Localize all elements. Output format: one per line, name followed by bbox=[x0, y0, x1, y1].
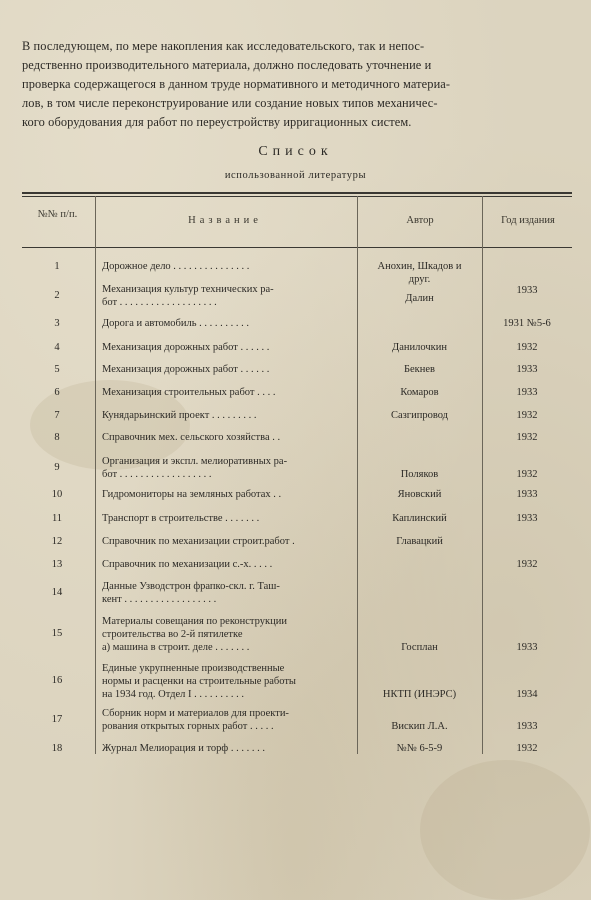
row-number: 16 bbox=[51, 675, 63, 686]
row-number: 10 bbox=[51, 489, 63, 500]
row-title-line: Кунядарьинский проект . . . . . . . . . bbox=[102, 410, 257, 421]
row-title bbox=[102, 662, 357, 701]
row-number: 7 bbox=[54, 410, 60, 421]
row-author bbox=[357, 363, 482, 376]
row-author-line: Анохин, Шкадов и bbox=[377, 261, 462, 272]
row-author bbox=[357, 688, 482, 701]
row-title-line: Механизация дорожных работ . . . . . . bbox=[102, 364, 270, 375]
row-number: 6 bbox=[54, 387, 60, 398]
row-title-line: Дорога и автомобиль . . . . . . . . . . bbox=[102, 318, 249, 329]
row-author bbox=[357, 641, 482, 654]
row-title-line: Данные Узводстрон фрапко-скл. г. Таш- bbox=[102, 581, 280, 592]
row-title bbox=[102, 580, 357, 606]
table-header-rule bbox=[22, 247, 572, 248]
row-title-line: Механизация дорожных работ . . . . . . bbox=[102, 342, 270, 353]
row-number: 5 bbox=[54, 364, 60, 375]
row-title bbox=[102, 260, 357, 273]
intro-paragraph bbox=[22, 37, 570, 132]
row-number: 11 bbox=[51, 513, 63, 524]
intro-line: лов, в том числе переконструирование или создание новых типов механичес- bbox=[22, 96, 438, 110]
row-title-line: Справочник мех. сельского хозяйства . . bbox=[102, 432, 281, 443]
table-top-rule bbox=[22, 192, 572, 194]
row-author-line: Далин bbox=[405, 293, 434, 304]
row-author bbox=[357, 260, 482, 286]
row-title-line: Гидромониторы на земляных работах . . bbox=[102, 489, 282, 500]
row-author-line: Главацкий bbox=[396, 536, 443, 547]
row-title-line: Материалы совещания по реконструкции bbox=[102, 616, 287, 627]
row-title-line: строительства во 2-й пятилетке bbox=[102, 629, 243, 640]
row-author bbox=[357, 292, 482, 305]
row-title bbox=[102, 317, 357, 330]
row-title-line: кент . . . . . . . . . . . . . . . . . . bbox=[102, 594, 217, 605]
row-author-line: Каплинский bbox=[392, 513, 447, 524]
row-author-line: Поляков bbox=[400, 469, 439, 480]
intro-line: редственно производительного материала, должно последовать уточнение и bbox=[22, 58, 432, 72]
row-year: 1931 №5-6 bbox=[503, 318, 551, 329]
row-title bbox=[102, 558, 357, 571]
row-title-line: Единые укрупненные производственные bbox=[102, 663, 285, 674]
row-title bbox=[102, 512, 357, 525]
row-year: 1932 bbox=[516, 410, 538, 421]
row-title bbox=[102, 535, 357, 548]
row-author bbox=[357, 720, 482, 733]
row-year: 1933 bbox=[516, 513, 538, 524]
row-number: 12 bbox=[51, 536, 63, 547]
row-author bbox=[357, 742, 482, 755]
row-title bbox=[102, 455, 357, 481]
row-year: 1932 bbox=[516, 559, 538, 570]
column-divider bbox=[95, 196, 96, 754]
row-title bbox=[102, 431, 357, 444]
list-title: Список bbox=[258, 144, 333, 159]
row-title-line: Журнал Мелиорация и торф . . . . . . . bbox=[102, 743, 265, 754]
row-title bbox=[102, 615, 357, 654]
row-title bbox=[102, 742, 357, 755]
row-title-line: Справочник по механизации с.-х. . . . . bbox=[102, 559, 273, 570]
row-author bbox=[357, 386, 482, 399]
list-subtitle: использованной литературы bbox=[224, 170, 367, 181]
row-year: 1932 bbox=[516, 469, 538, 480]
row-author-line: НКТП (ИНЭРС) bbox=[382, 689, 457, 700]
row-year: 1933 bbox=[516, 364, 538, 375]
row-author bbox=[357, 512, 482, 525]
row-title bbox=[102, 363, 357, 376]
row-title-line: а) машина в строит. деле . . . . . . . bbox=[102, 642, 250, 653]
row-title-line: бот . . . . . . . . . . . . . . . . . . bbox=[102, 469, 212, 480]
row-title-line: Механизация культур технических ра- bbox=[102, 284, 274, 295]
row-number: 1 bbox=[54, 261, 60, 272]
row-number: 3 bbox=[54, 318, 60, 329]
row-title-line: Механизация строительных работ . . . . bbox=[102, 387, 276, 398]
row-title-line: нормы и расценки на строительные работы bbox=[102, 676, 296, 687]
row-author-line: Яновский bbox=[397, 489, 442, 500]
row-number: 8 bbox=[54, 432, 60, 443]
row-number: 18 bbox=[51, 743, 63, 754]
row-title bbox=[102, 409, 357, 422]
header-year: Год издания bbox=[501, 215, 555, 226]
row-author-line: Госплан bbox=[401, 642, 438, 653]
row-author bbox=[357, 468, 482, 481]
intro-line: В последующем, по мере накопления как исследовательского, так и непос- bbox=[22, 39, 425, 53]
intro-line: кого оборудования для работ по переустройству ирригационных систем. bbox=[22, 115, 412, 129]
header-num: №№ п/п. bbox=[37, 209, 78, 220]
row-title-line: рования открытых горных работ . . . . . bbox=[102, 721, 274, 732]
row-title-line: Транспорт в строительстве . . . . . . . bbox=[102, 513, 260, 524]
paper-stain bbox=[420, 760, 590, 900]
row-title bbox=[102, 341, 357, 354]
table-top-rule-thin bbox=[22, 196, 572, 197]
row-author-line: Сазгипровод bbox=[390, 410, 449, 421]
row-number: 4 bbox=[54, 342, 60, 353]
row-title-line: на 1934 год. Отдел I . . . . . . . . . . bbox=[102, 689, 245, 700]
row-title bbox=[102, 488, 357, 501]
row-title-line: Справочник по механизации строит.работ . bbox=[102, 536, 295, 547]
row-title-line: бот . . . . . . . . . . . . . . . . . . . bbox=[102, 297, 217, 308]
row-author bbox=[357, 341, 482, 354]
row-title-line: Дорожное дело . . . . . . . . . . . . . . . bbox=[102, 261, 250, 272]
row-author-line: Комаров bbox=[400, 387, 439, 398]
row-year: 1932 bbox=[516, 743, 538, 754]
row-year: 1933 bbox=[516, 285, 538, 296]
row-number: 9 bbox=[54, 462, 60, 473]
row-year: 1932 bbox=[516, 342, 538, 353]
row-title bbox=[102, 386, 357, 399]
row-author-line: №№ 6-5-9 bbox=[396, 743, 443, 754]
row-year: 1933 bbox=[516, 387, 538, 398]
header-name: Название bbox=[188, 215, 262, 226]
row-year: 1932 bbox=[516, 432, 538, 443]
row-title-line: Организация и экспл. мелиоративных ра- bbox=[102, 456, 288, 467]
row-number: 2 bbox=[54, 290, 60, 301]
row-year: 1934 bbox=[516, 689, 538, 700]
row-author-line: Данилочкин bbox=[392, 342, 447, 353]
row-number: 13 bbox=[51, 559, 63, 570]
row-number: 14 bbox=[51, 587, 63, 598]
row-title-line: Сборник норм и материалов для проекти- bbox=[102, 708, 289, 719]
row-year: 1933 bbox=[516, 489, 538, 500]
row-author bbox=[357, 409, 482, 422]
row-title bbox=[102, 707, 357, 733]
row-year: 1933 bbox=[516, 642, 538, 653]
header-author: Автор bbox=[406, 215, 434, 226]
row-author bbox=[357, 535, 482, 548]
row-author bbox=[357, 488, 482, 501]
row-number: 17 bbox=[51, 714, 63, 725]
row-number: 15 bbox=[51, 628, 63, 639]
row-author-line: друг. bbox=[408, 274, 431, 285]
row-author-line: Бекнев bbox=[403, 364, 436, 375]
row-title bbox=[102, 283, 357, 309]
intro-line: проверка содержащегося в данном труде нормативного и методичного материа- bbox=[22, 77, 451, 91]
row-author-line: Вискип Л.А. bbox=[391, 721, 448, 732]
row-year: 1933 bbox=[516, 721, 538, 732]
